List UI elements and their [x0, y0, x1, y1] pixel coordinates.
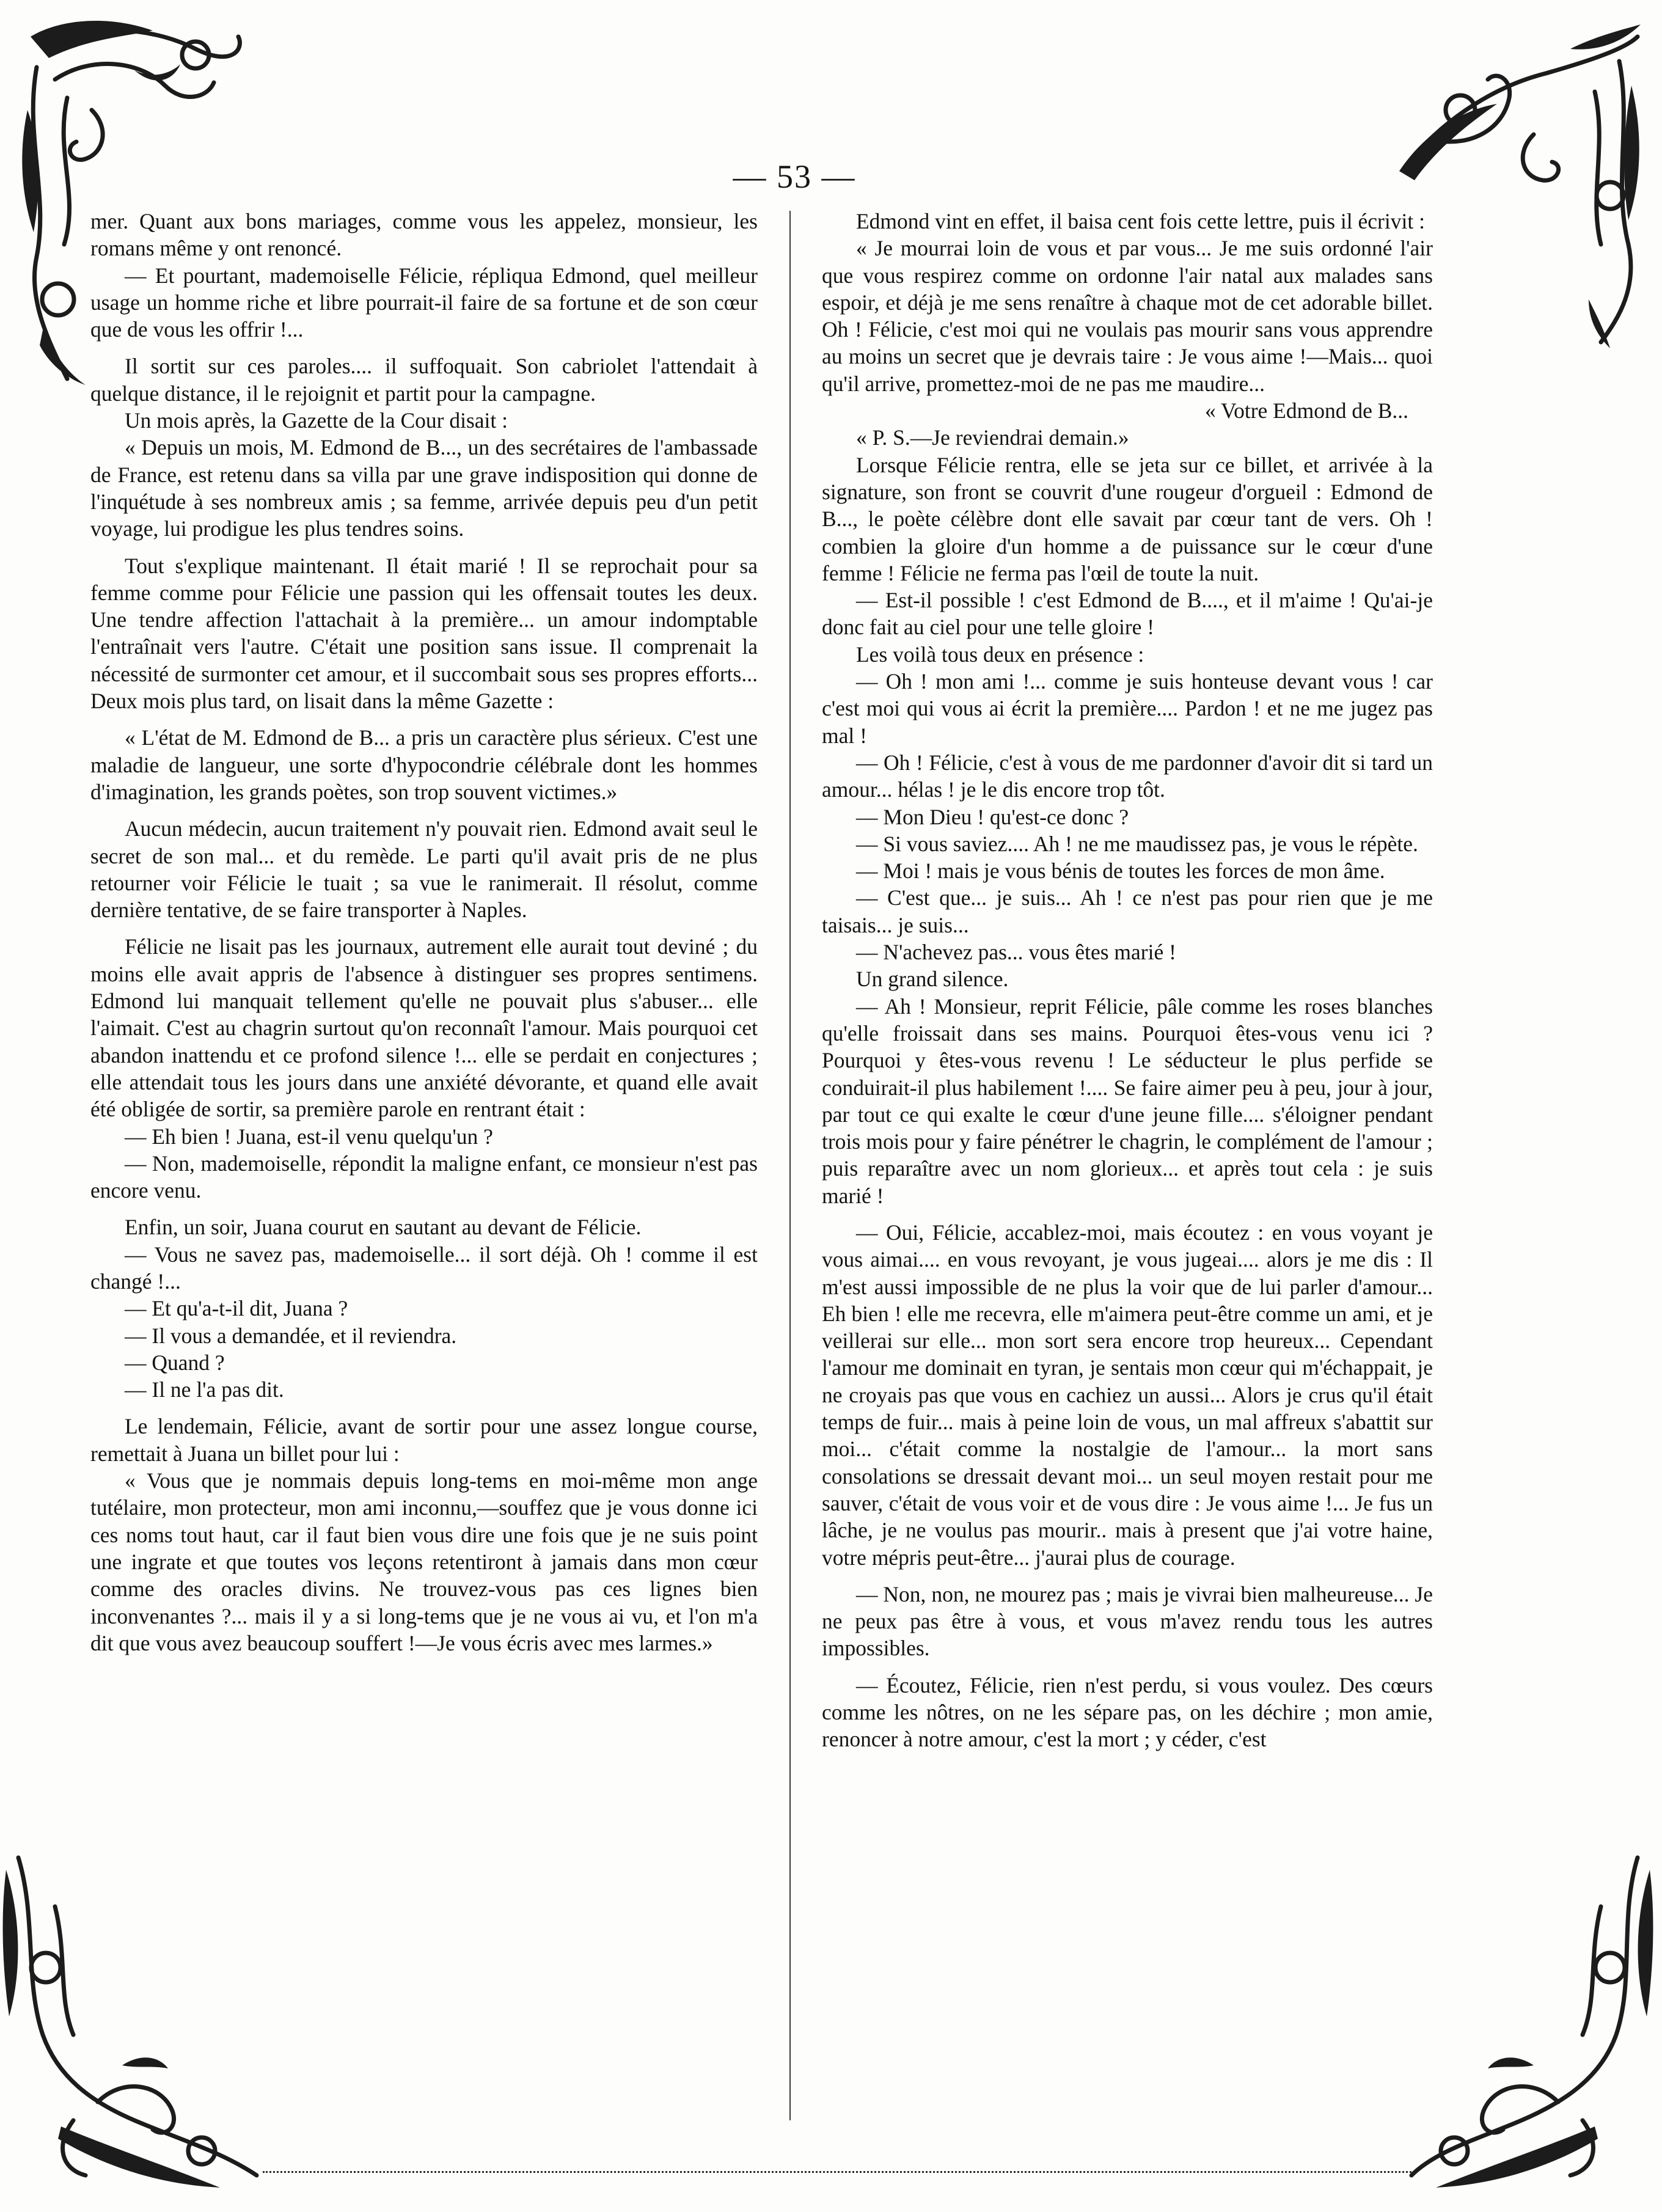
- paragraph: Un mois après, la Gazette de la Cour disait :: [125, 408, 508, 433]
- dialogue-line: — Quand ?: [125, 1350, 225, 1375]
- dialogue-line: — Eh bien ! Juana, est-il venu quelqu'un ?: [125, 1124, 493, 1149]
- dialogue-line: — Moi ! mais je vous bénis de toutes les forces de mon âme.: [856, 859, 1385, 884]
- bottom-dotted-rule: [263, 2171, 1411, 2173]
- dialogue-line: — Oh ! Félicie, c'est à vous de me pardonner d'avoir dit si tard un amour... hélas ! je le dis encore trop tôt.: [822, 750, 1433, 802]
- paragraph: Enfin, un soir, Juana courut en sautant au devant de Félicie.: [125, 1215, 642, 1240]
- right-column: [822, 208, 1433, 1753]
- scroll-ornament-bottom-right: [1399, 1833, 1656, 2200]
- dialogue-line: — Oui, Félicie, accablez-moi, mais écoutez : en vous voyant je vous aimai.... en vous revoyant, je vous jugeai.... alors je me dis : Il m'est aussi impossible de ne plus la voir que de lui parler d'amour... Eh bien ! elle me recevra, elle m'aimera peut-être comme un ami, et je veillerai sur elle... mon sort sera encore trop heureux... Cependant l'amour me dominait en tyran, je sentais mon cœur qui m'échappait, je ne croyais pas que vous en cachiez un aussi... Alors je crus qu'il était temps de fuir... mais à peine loin de vous, un mal affreux s'abattit sur moi... c'était comme la nostalgie de l'amour... la mort sans consolations se dressait devant moi... un seul moyen restait pour me sauver, c'était de vous voir et de vous dire : Je vous aime !... Je fus un lâche, je ne voulus pas mourir.. mais à present que j'ai votre haine, votre mépris peut-être... j'aurai plus de courage.: [822, 1220, 1433, 1570]
- dialogue-line: — Mon Dieu ! qu'est-ce donc ?: [856, 804, 1129, 829]
- paragraph: Aucun médecin, aucun traitement n'y pouvait rien. Edmond avait seul le secret de son mal... et du remède. Le parti qu'il avait pris de ne plus retourner voir Félicie le tuait ; sa vue le ranimerait. Il résolut, comme dernière tentative, de se faire transporter à Naples.: [90, 816, 758, 923]
- dialogue-line: — Il vous a demandée, et il reviendra.: [125, 1323, 457, 1348]
- dialogue-line: — Non, mademoiselle, répondit la maligne enfant, ce monsieur n'est pas encore venu.: [90, 1151, 758, 1203]
- letter-paragraph: « Vous que je nommais depuis long-tems en moi-même mon ange tutélaire, mon protecteur, mon ami inconnu,—souffez que je vous donne ici ces noms tout haut, car il faut bien vous dire une fois que je ne suis point une ingrate et que toutes vos leçons retentiront à jamais dans mon cœur comme des oracles divins. Ne trouvez-vous pas ces lignes bien inconvenantes ?... mais il y a si long-tems que je ne vous ai vu, et l'on m'a dit que vous avez beaucoup souffert !—Je vous écris avec mes larmes.»: [90, 1468, 758, 1655]
- paragraph: « Depuis un mois, M. Edmond de B..., un des secrétaires de l'ambassade de France, est retenu dans sa villa par une grave indisposition qui donne de l'inquétude à ses nombreux amis ; sa femme, arrivée depuis peu d'un petit voyage, lui prodigue les plus tendres soins.: [90, 435, 758, 541]
- page-number: — 53 —: [733, 158, 856, 195]
- paragraph: Félicie ne lisait pas les journaux, autrement elle aurait tout deviné ; du moins elle avait appris de l'absence à distinguer ses propres sentimens. Edmond lui manquait tellement qu'elle ne pouvait plus s'abuser... elle l'aimait. C'est au chagrin surtout qu'on reconnaît l'amour. Mais pourquoi cet abandon inattendu et ce profond silence !... elle se perdait en conjectures ; elle attendait tous les jours dans une anxiété dévorante, et quand elle avait été obligée de sortir, sa première parole en rentrant était :: [90, 934, 758, 1122]
- dialogue-line: — N'achevez pas... vous êtes marié !: [856, 940, 1176, 965]
- dialogue-line: — Il ne l'a pas dit.: [125, 1377, 284, 1402]
- dialogue-line: — C'est que... je suis... Ah ! ce n'est pas pour rien que je me taisais... je suis...: [822, 885, 1433, 937]
- paragraph: Edmond vint en effet, il baisa cent fois cette lettre, puis il écrivit :: [856, 209, 1425, 233]
- paragraph: Un grand silence.: [856, 967, 1009, 992]
- paragraph: Tout s'explique maintenant. Il était marié ! Il se reprochait pour sa femme comme pour Félicie une passion qui les offensait toutes les deux. Une tendre affection l'attachait à la première... un amour indomptable l'entraînait vers l'autre. C'était une position sans issue. Il comprenait la nécessité de surmonter cet amour, et il succombait sous ses propres efforts... Deux mois plus tard, on lisait dans la même Gazette :: [90, 553, 758, 714]
- letter-paragraph: « Je mourrai loin de vous et par vous... Je me suis ordonné l'air que vous respirez comme on ordonne l'air natal aux malades sans espoir, et déjà je me sens renaître à chaque mot de cet adorable billet. Oh ! Félicie, c'est moi qui ne voulais pas mourir sans vous apprendre au moins un secret que je devrais taire : Je vous aime !—Mais... quoi qu'il arrive, promettez-moi de ne pas me maudire...: [822, 236, 1433, 396]
- dialogue-line: — Écoutez, Félicie, rien n'est perdu, si vous voulez. Des cœurs comme les nôtres, on ne les sépare pas, on les déchire ; mon amie, renoncer à notre amour, c'est la mort ; y céder, c'est: [822, 1672, 1433, 1752]
- dialogue-line: — Est-il possible ! c'est Edmond de B...., et il m'aime ! Qu'ai-je donc fait au ciel pour une telle gloire !: [822, 588, 1433, 640]
- paragraph: « L'état de M. Edmond de B... a pris un caractère plus sérieux. C'est une maladie de langueur, une sorte d'hypocondrie célébrale dont les hommes d'imagination, les grands poètes, son trop souvent victimes.»: [90, 725, 758, 804]
- scroll-ornament-bottom-left: [0, 1833, 269, 2200]
- letter-postscript: « P. S.—Je reviendrai demain.»: [856, 425, 1129, 450]
- paragraph: Lorsque Félicie rentra, elle se jeta sur ce billet, et arrivée à la signature, son front se couvrit d'une rougeur d'orgueil : Edmond de B..., le poète célèbre dont elle savait par cœur tant de vers. Oh ! combien la gloire d'un homme a de puissance sur le cœur d'une femme ! Félicie ne ferma pas l'œil de toute la nuit.: [822, 452, 1433, 585]
- paragraph: mer. Quant aux bons mariages, comme vous les appelez, monsieur, les romans même y ont renoncé.: [90, 209, 758, 261]
- dialogue-line: — Non, non, ne mourez pas ; mais je vivrai bien malheureuse... Je ne peux pas être à vous, et vous m'avez rendu tous les autres impossibles.: [822, 1581, 1433, 1661]
- dialogue-line: — Si vous saviez.... Ah ! ne me maudissez pas, je vous le répète.: [856, 831, 1418, 856]
- left-column: [90, 208, 758, 1657]
- paragraph: Le lendemain, Félicie, avant de sortir pour une assez longue course, remettait à Juana un billet pour lui :: [90, 1414, 758, 1466]
- paragraph: Il sortit sur ces paroles.... il suffoquait. Son cabriolet l'attendait à quelque distance, il le rejoignit et partit pour la campagne.: [90, 354, 758, 406]
- column-divider: [789, 211, 791, 2120]
- paragraph: — Et pourtant, mademoiselle Félicie, répliqua Edmond, quel meilleur usage un homme riche et libre pourrait-il faire de sa fortune et de son cœur que de vous les offrir !...: [90, 263, 758, 342]
- dialogue-line: — Ah ! Monsieur, reprit Félicie, pâle comme les roses blanches qu'elle froissait dans ses mains. Pourquoi êtes-vous venu ici ? Pourquoi y êtes-vous revenu ! Le séducteur le plus perfide se conduirait-il plus habilement !.... Se faire aimer peu à peu, jour à jour, par tout ce qui exalte le cœur d'une jeune fille.... s'éloigner pendant trois mois pour y faire pénétrer le chagrin, le complément de l'amour ; puis reparaître avec un nom glorieux... et après tout cela : je suis marié !: [822, 994, 1433, 1208]
- dialogue-line: — Et qu'a-t-il dit, Juana ?: [125, 1296, 348, 1321]
- letter-signature: « Votre Edmond de B...: [1205, 398, 1408, 423]
- paragraph: Les voilà tous deux en présence :: [856, 642, 1144, 667]
- dialogue-line: — Vous ne savez pas, mademoiselle... il sort déjà. Oh ! comme il est changé !...: [90, 1242, 758, 1294]
- dialogue-line: — Oh ! mon ami !... comme je suis honteuse devant vous ! car c'est moi qui vous ai écrit la première.... Pardon ! et ne me jugez pas mal !: [822, 669, 1433, 748]
